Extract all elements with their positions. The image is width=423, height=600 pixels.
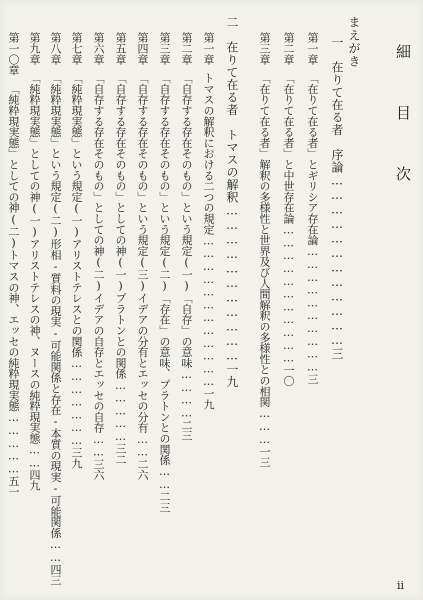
chapter-title: 「在りて在る者」とギリシア存在論 xyxy=(306,72,319,246)
toc-entry-2-10 xyxy=(8,32,19,497)
part-1-page: 三 xyxy=(330,347,344,360)
chapter-number: 第八章 xyxy=(49,32,62,65)
toc-entry-1-2 xyxy=(283,32,294,386)
chapter-title: 「純粋現実態」という規定(二)形相‐質料の現実‐可能関係と存在‐本質の現実‐可能関係 xyxy=(49,72,62,539)
toc-entry-2-4 xyxy=(137,32,148,480)
chapter-number: 第二章 xyxy=(282,32,295,65)
part-1-leader: ……………………………… xyxy=(330,173,344,348)
leader-dots: ……… xyxy=(258,407,271,446)
leader-dots: …… xyxy=(28,443,41,470)
page-folio: ii xyxy=(397,579,405,592)
chapter-title: 「自存する存在そのもの」という規定(一)「自存」の意味 xyxy=(180,72,193,369)
page-number: 一三 xyxy=(258,445,271,468)
page-title: 細 目 次 xyxy=(394,44,412,195)
chapter-number: 第一章 xyxy=(202,32,215,65)
leader-dots: …… xyxy=(92,432,105,459)
chapter-number: 第六章 xyxy=(92,32,105,65)
leader-dots: ………… xyxy=(180,368,193,420)
chapter-number: 第三章 xyxy=(258,32,271,65)
chapter-title: 「自存する存在そのもの」としての神(一)プラトンとの関係 xyxy=(114,72,127,379)
part-2-page: 一九 xyxy=(225,363,239,388)
page-number: 一〇 xyxy=(282,364,295,387)
page-number: 二三 xyxy=(158,490,171,513)
chapter-number: 第一章 xyxy=(306,32,319,65)
page-number: 四三 xyxy=(49,563,62,586)
leader-dots: …………………………… xyxy=(282,223,295,365)
leader-dots: …… xyxy=(136,432,149,459)
page-number: 三二 xyxy=(114,442,127,465)
toc-entry-1-3 xyxy=(259,32,270,467)
page-number: 五一 xyxy=(7,475,20,497)
chapter-title: 「在りて在る者」解釈の多様性と世界及び人間解釈の多様性との相関 xyxy=(258,72,271,408)
part-2-label: 二 在りて在る者 トマスの解釈 xyxy=(225,16,239,204)
part-2-leader: …………………………… xyxy=(225,203,239,363)
leader-dots: …………… xyxy=(7,411,20,476)
leader-dots: …… xyxy=(158,465,171,491)
chapter-title: 「純粋現実態」としての神(二)トマスの神、エッセの純粋現実態 xyxy=(7,83,20,412)
page-number: 一九 xyxy=(202,388,215,410)
toc-entry-1-1 xyxy=(307,32,318,384)
leader-dots: …… xyxy=(49,538,62,564)
chapter-number: 第七章 xyxy=(70,32,83,65)
part-1-label: 一 在りて在る者 序論 xyxy=(330,36,344,174)
chapter-title: 「純粋現実態」という規定(一)アリストテレスとの関係 xyxy=(70,72,83,358)
toc-entry-2-6 xyxy=(93,32,104,480)
chapter-number: 第一〇章 xyxy=(7,32,20,76)
toc-preface: まえがき xyxy=(347,16,361,68)
page-number: 三六 xyxy=(92,458,105,481)
page-number: 三 xyxy=(306,373,319,385)
toc-entry-2-1 xyxy=(203,32,214,410)
toc-entry-2-9 xyxy=(29,32,40,491)
page-number: 二三 xyxy=(180,419,193,441)
chapter-number: 第四章 xyxy=(136,32,149,65)
chapter-number: 第九章 xyxy=(28,32,41,65)
page-number: 三九 xyxy=(70,446,83,469)
leader-dots: …………… xyxy=(114,378,127,443)
toc-entry-2-8 xyxy=(50,32,61,585)
chapter-title: 「自存する存在そのもの」という規定(三)イデアの分有とエッセの分有 xyxy=(136,72,149,433)
chapter-number: 第二章 xyxy=(180,32,193,65)
toc-entry-2-5 xyxy=(115,32,126,464)
chapter-number: 第五章 xyxy=(114,32,127,65)
page-number: 四九 xyxy=(28,469,41,491)
toc-entry-2-2 xyxy=(181,32,192,441)
toc-entry-2-3 xyxy=(159,32,170,512)
toc-entry-2-7 xyxy=(71,32,82,468)
leader-dots: ………………… xyxy=(70,357,83,447)
leader-dots: ……………………………… xyxy=(202,234,215,389)
toc-part-2-heading xyxy=(226,16,238,388)
leader-dots: ………………………… xyxy=(306,245,319,374)
chapter-title: 「自存する存在そのもの」という規定(二)「存在」の意味、プラトンとの関係 xyxy=(158,72,171,466)
chapter-title: トマスの解釈における二つの規定 xyxy=(202,72,215,235)
page-number: 二六 xyxy=(136,458,149,481)
toc-part-1-heading xyxy=(331,36,343,360)
chapter-title: 「在りて在る者」と中世存在論 xyxy=(282,72,295,224)
chapter-number: 第三章 xyxy=(158,32,171,65)
chapter-title: 「自存する存在そのもの」としての神(二)イデアの自存とエッセの自存 xyxy=(92,72,105,433)
chapter-title: 「純粋現実態」としての神(一)アリストテレスの神、ヌースの純粋現実態 xyxy=(28,72,41,444)
